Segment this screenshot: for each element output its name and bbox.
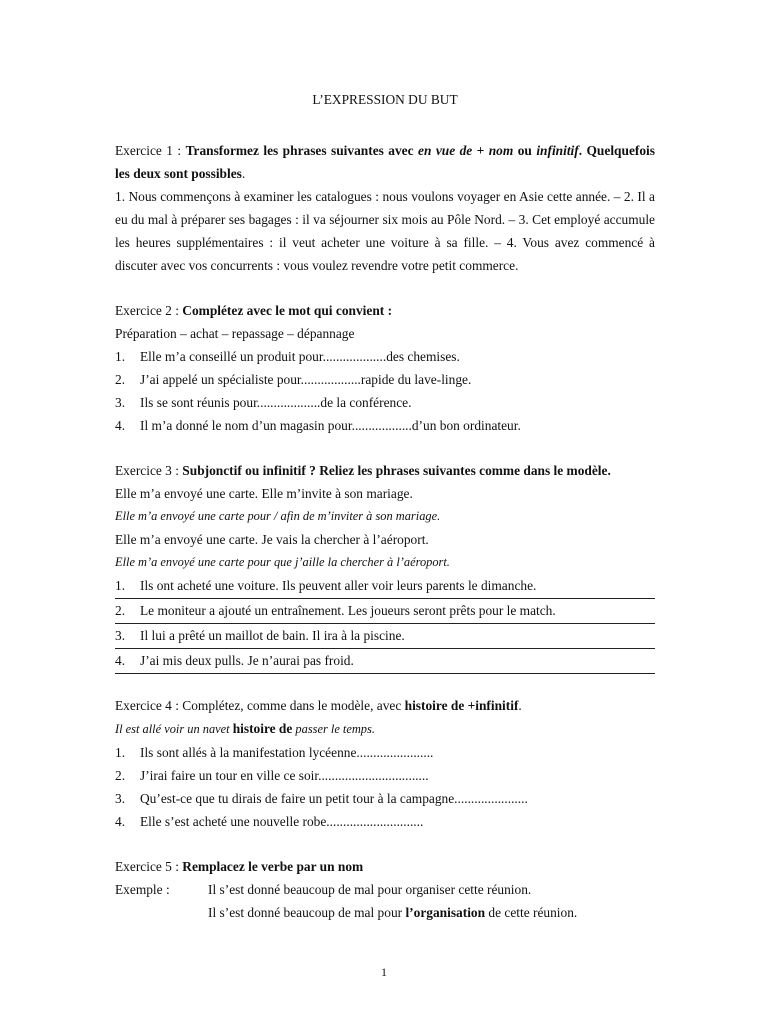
exercise-3-model-1: Elle m’a envoyé une carte. Elle m’invite à son mariage. — [115, 486, 413, 501]
exercise-4-label: Exercice 4 : Complétez, comme dans le modèle, avec — [115, 698, 405, 713]
exercise-5-instruction — [115, 855, 655, 878]
page-title: L’EXPRESSION DU BUT — [312, 92, 458, 107]
page-number: 1 — [381, 965, 387, 979]
list-item: 2. J’ai appelé un spécialiste pour..................rapide du lave-linge. — [115, 372, 472, 387]
exercise-1-instr-c: . Quelquefois les deux sont possibles — [115, 143, 655, 181]
list-item: 4. J’ai mis deux pulls. Je n’aurai pas froid. — [115, 649, 655, 674]
exercise-3-instr: Subjonctif ou infinitif ? Reliez les phrases suivantes comme dans le modèle. — [182, 463, 611, 478]
list-item: 4. Elle s’est acheté une nouvelle robe............................. — [115, 814, 424, 829]
exercise-2-instr: Complétez avec le mot qui convient : — [182, 303, 393, 318]
exercise-1-label: Exercice 1 : — [115, 143, 186, 158]
exercise-5-example-sentence: Il s’est donné beaucoup de mal pour organiser cette réunion. — [208, 882, 532, 897]
exercise-2-instruction — [115, 299, 655, 322]
exercise-1-instr-end: . — [241, 166, 246, 181]
exercise-3-model-2-answer: Elle m’a envoyé une carte pour que j’aille la chercher à l’aéroport. — [115, 555, 450, 569]
exercise-4 — [115, 694, 655, 833]
exercise-5-example-answer: Il s’est donné beaucoup de mal pour l’organisation de cette réunion. — [208, 905, 578, 920]
list-item: 3. Qu’est-ce que tu dirais de faire un petit tour à la campagne...................... — [115, 791, 528, 806]
exercise-2-label: Exercice 2 : — [115, 303, 183, 318]
exercise-1-instr-italic-1: en vue de + nom — [418, 143, 514, 158]
list-item: 4. Il m’a donné le nom d’un magasin pour..................d’un bon ordinateur. — [115, 418, 521, 433]
exercise-2 — [115, 299, 655, 437]
exercise-3 — [115, 459, 655, 674]
exercise-3-list — [115, 574, 655, 674]
exercise-3-model-2: Elle m’a envoyé une carte. Je vais la chercher à l’aéroport. — [115, 532, 429, 547]
exercise-1-instr-a: Transformez les phrases suivantes avec — [185, 143, 418, 158]
exercise-3-model-1-answer: Elle m’a envoyé une carte pour / afin de m’inviter à son mariage. — [115, 509, 441, 523]
list-item: 1. Ils sont allés à la manifestation lycéenne....................... — [115, 745, 434, 760]
exercise-5-example-label: Exemple : — [115, 882, 170, 897]
exercise-5-label: Exercice 5 : — [115, 859, 183, 874]
exercise-4-instr: histoire de +infinitif — [404, 698, 519, 713]
list-item: 1. Ils ont acheté une voiture. Ils peuvent aller voir leurs parents le dimanche. — [115, 574, 655, 599]
exercise-4-list — [115, 741, 655, 833]
exercise-4-model: Il est allé voir un navet histoire de passer le temps. — [115, 721, 375, 736]
exercise-1 — [115, 139, 655, 277]
exercise-5 — [115, 855, 655, 924]
exercise-2-list — [115, 345, 655, 437]
exercise-1-instr-italic-2: infinitif — [536, 143, 579, 158]
exercise-1-instr-b: ou — [513, 143, 537, 158]
list-item: 1. Elle m’a conseillé un produit pour...................des chemises. — [115, 349, 460, 364]
exercise-5-example — [115, 878, 655, 901]
list-item: 3. Ils se sont réunis pour...................de la conférence. — [115, 395, 412, 410]
exercise-1-text: 1. Nous commençons à examiner les catalogues : nous voulons voyager en Asie cette année. – 2. Il a eu du mal à préparer ses bagages : il va séjourner six mois au Pôle Nord. – 3. Cet employé accumule les heures supplémentaires : il veut acheter une voiture à sa fille. – 4. Vous avez commencé à discuter avec vos concurrents : vous voulez revendre votre petit commerce. — [115, 189, 655, 273]
exercise-2-word-bank: Préparation – achat – repassage – dépannage — [115, 326, 355, 341]
list-item: 2. Le moniteur a ajouté un entraînement. Les joueurs seront prêts pour le match. — [115, 599, 655, 624]
exercise-1-instruction — [115, 139, 655, 185]
list-item: 3. Il lui a prêté un maillot de bain. Il ira à la piscine. — [115, 624, 655, 649]
document-body — [115, 88, 655, 924]
exercise-4-instruction: Exercice 4 : Complétez, comme dans le modèle, avec histoire de +infinitif. — [115, 698, 522, 713]
exercise-3-label: Exercice 3 : — [115, 463, 183, 478]
exercise-3-instruction — [115, 459, 655, 482]
list-item: 2. J’irai faire un tour en ville ce soir................................. — [115, 768, 429, 783]
exercise-5-instr: Remplacez le verbe par un nom — [182, 859, 364, 874]
